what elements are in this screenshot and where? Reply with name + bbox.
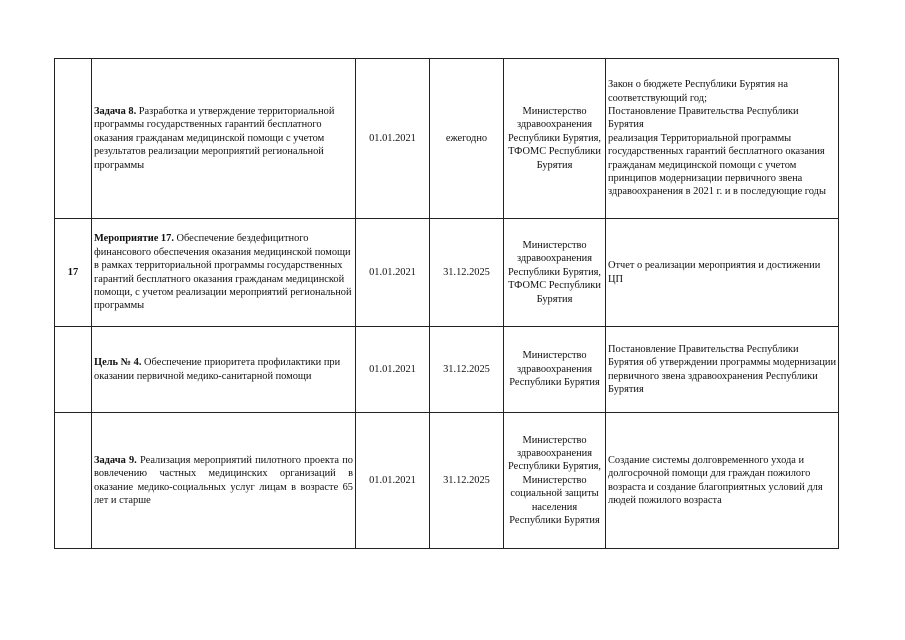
basis-line: Постановление Правительства Республики Бурятия об утверждении программы модернизации первичного звена здравоохранения Республики Бурятия <box>608 343 837 395</box>
row-number <box>55 327 92 413</box>
task-text: Обеспечение бездефицитного финансового обеспечения оказания медицинской помощи в рамках территориальной программы государственных гарантий бесплатного оказания гражданам медицинской помощи, с учетом реализации мероприятий региональной программы <box>94 233 352 312</box>
basis-line: Отчет о реализации мероприятия и достижении ЦП <box>608 260 821 285</box>
task-description <box>92 327 356 413</box>
responsible-executor: Министерство здравоохранения Республики Бурятия, ТФОМС Республики Бурятия <box>504 219 606 327</box>
start-date: 01.01.2021 <box>356 219 430 327</box>
basis-document <box>606 59 839 219</box>
end-date: 31.12.2025 <box>430 219 504 327</box>
task-label: Мероприятие 17. <box>94 233 174 245</box>
responsible-executor: Министерство здравоохранения Республики Бурятия <box>504 327 606 413</box>
basis-line: реализация Территориальной программы государственных гарантий бесплатного оказания гражданам медицинской помощи с учетом принципов модернизации первичного звена здравоохранения в 2021 г. и в последующие годы <box>608 132 826 198</box>
task-text: Реализация мероприятий пилотного проекта по вовлечению частных медицинских организаций в оказание медико-социальных услуг лицам в возрасте 65 лет и старше <box>94 454 353 506</box>
end-date: 31.12.2025 <box>430 413 504 549</box>
responsible-executor: Министерство здравоохранения Республики Бурятия, Министерство социальной защиты населения Республики Бурятия <box>504 413 606 549</box>
responsible-executor: Министерство здравоохранения Республики Бурятия, ТФОМС Республики Бурятия <box>504 59 606 219</box>
action-plan-table <box>54 58 839 549</box>
task-text: Разработка и утверждение территориальной программы государственных гарантий бесплатного оказания гражданам медицинской помощи с учетом результатов реализации мероприятий региональной программы <box>94 105 335 171</box>
task-label: Задача 9. <box>94 454 137 466</box>
basis-line: Создание системы долговременного ухода и долгосрочной помощи для граждан пожилого возраста и создание благоприятных условий для людей пожилого возраста <box>608 454 823 506</box>
task-description <box>92 219 356 327</box>
basis-line: Постановление Правительства Республики Бурятия <box>608 105 799 131</box>
task-label: Цель № 4. <box>94 357 142 369</box>
start-date: 01.01.2021 <box>356 413 430 549</box>
start-date: 01.01.2021 <box>356 327 430 413</box>
basis-document <box>606 327 839 413</box>
row-number <box>55 59 92 219</box>
task-text: Обеспечение приоритета профилактики при оказании первичной медико-санитарной помощи <box>94 357 341 382</box>
end-date: 31.12.2025 <box>430 327 504 413</box>
basis-document <box>606 413 839 549</box>
basis-document <box>606 219 839 327</box>
task-label: Задача 8. <box>94 105 137 117</box>
task-description <box>92 413 356 549</box>
table-row <box>55 219 839 327</box>
table-row <box>55 413 839 549</box>
task-description <box>92 59 356 219</box>
row-number <box>55 413 92 549</box>
table-row <box>55 59 839 219</box>
end-date: ежегодно <box>430 59 504 219</box>
row-number: 17 <box>55 219 92 327</box>
start-date: 01.01.2021 <box>356 59 430 219</box>
table-row <box>55 327 839 413</box>
basis-line: Закон о бюджете Республики Бурятия на соответствующий год; <box>608 79 788 104</box>
